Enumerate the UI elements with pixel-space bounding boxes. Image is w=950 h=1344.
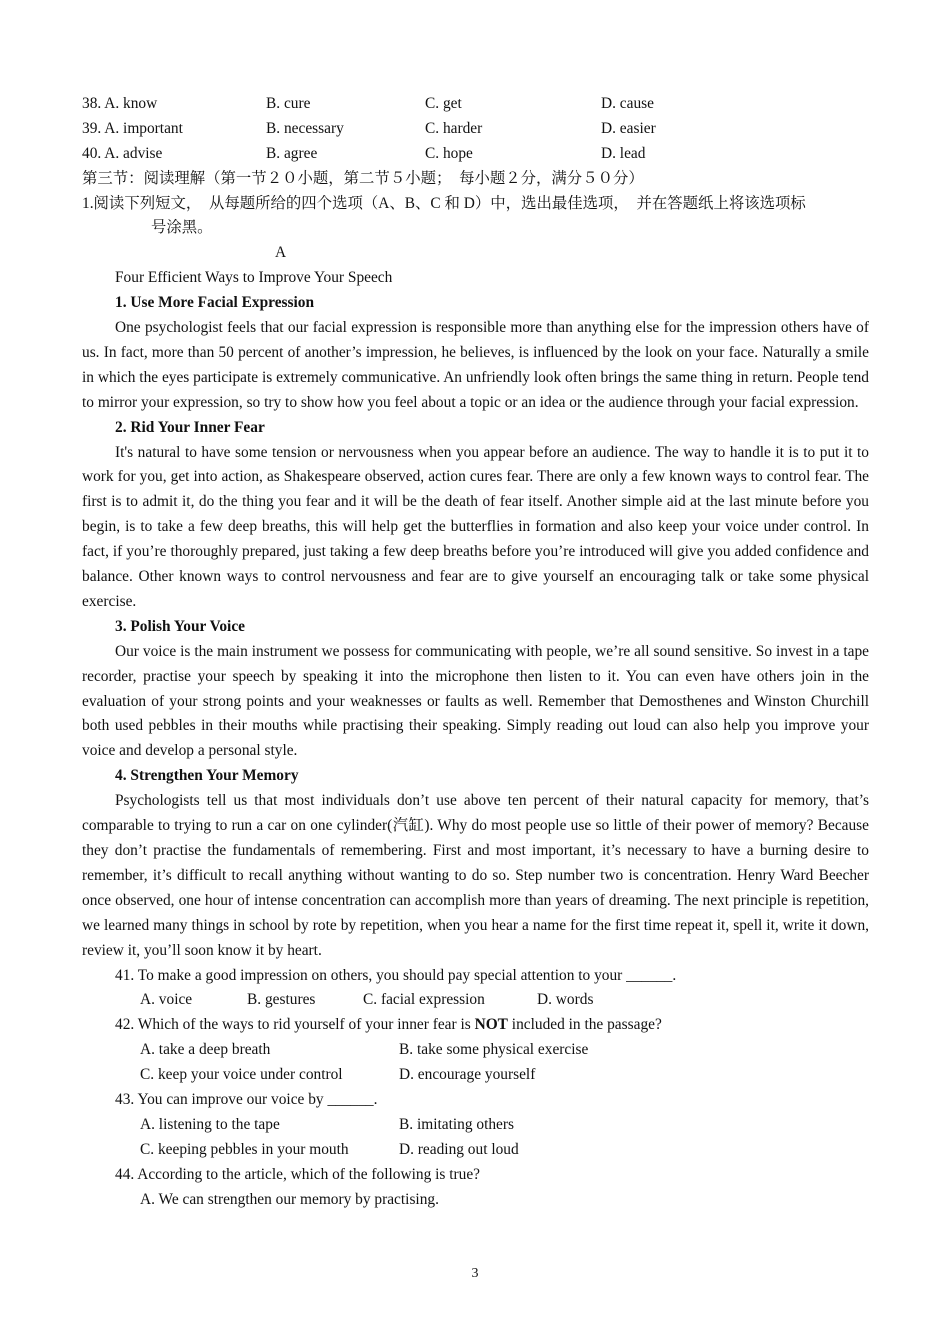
question-43-options-cd xyxy=(82,1138,869,1163)
option-c: C. keeping pebbles in your mouth xyxy=(140,1140,349,1158)
option-b: B. take some physical exercise xyxy=(399,1041,589,1059)
section-heading-3: 3. Polish Your Voice xyxy=(115,617,245,635)
option-c: C. get xyxy=(425,95,462,112)
section-text-4: Psychologists tell us that most individuals don’t use above ten percent of their natural capacity for memory, that’s comparable to trying to run a car on one cylinder(汽缸). Why do most people use so little of their power of memory? Because they don’t practise the fundamentals of remembering. First and most important, it’s necessary to have a burning desire to remember, it’s difficult to recall anything without wanting to do so. Step number two is concentration. Henry Ward Beecher once observed, one hour of intense concentration can accomplish more than years of dreaming. The next principle is repetition, we learned many things in school by rote by repetition, when you hear a name for the first time repeat it, spell it, write it down, review it, you’ll soon know it by heart. xyxy=(82,792,869,959)
option-b: B. agree xyxy=(266,144,318,162)
section-heading-4: 4. Strengthen Your Memory xyxy=(115,767,299,785)
option-d: D. easier xyxy=(601,119,656,137)
question-42-options-cd xyxy=(82,1063,869,1088)
option-d: D. cause xyxy=(601,95,654,112)
option-a: 39. A. important xyxy=(82,119,183,137)
section-heading-2: 2. Rid Your Inner Fear xyxy=(115,418,265,436)
question-38-options xyxy=(82,92,869,117)
question-43-options-ab xyxy=(82,1113,869,1138)
question-43-stem: 43. You can improve our voice by ______. xyxy=(115,1090,378,1108)
question-44-stem: 44. According to the article, which of the following is true? xyxy=(115,1165,481,1183)
option-b: B. gestures xyxy=(247,991,316,1009)
instruction-line-2: 号涂黑。 xyxy=(151,219,213,237)
option-c: C. harder xyxy=(425,119,483,137)
question-39-options xyxy=(82,117,869,142)
section-heading-1: 1. Use More Facial Expression xyxy=(115,294,315,312)
option-b: B. imitating others xyxy=(399,1115,514,1133)
option-b: B. necessary xyxy=(266,119,344,137)
question-44-options xyxy=(82,1188,869,1213)
option-d: D. encourage yourself xyxy=(399,1066,536,1084)
option-c: C. facial expression xyxy=(363,991,485,1009)
option-a: A. take a deep breath xyxy=(140,1041,271,1059)
option-a: 38. A. know xyxy=(82,95,158,112)
option-c: C. keep your voice under control xyxy=(140,1066,343,1084)
option-a: A. We can strengthen our memory by practising. xyxy=(140,1190,439,1208)
document-page xyxy=(82,92,869,1212)
question-42-stem: 42. Which of the ways to rid yourself of your inner fear is NOT included in the passage? xyxy=(115,1016,662,1034)
option-b: B. cure xyxy=(266,95,311,112)
option-d: D. words xyxy=(537,991,594,1009)
option-a: A. listening to the tape xyxy=(140,1115,280,1133)
question-42-options-ab xyxy=(82,1038,869,1063)
section-text-1: One psychologist feels that our facial expression is responsible more than anything else for the impression others have of us. In fact, more than 50 percent of another’s impression, he believes, is influenced by the look on your face. Naturally a smile in which the eyes participate is extremely communicative. An unfriendly look often brings the same thing in return. People tend to mirror your expression, so try to show how you feel about a topic or an idea or the audience through your facial expression. xyxy=(82,319,869,411)
section-text-3: Our voice is the main instrument we possess for communicating with people, we’re all sound sensitive. So invest in a tape recorder, practise your speech by speaking it into the microphone then listen to it. You can even have others join in the evaluation of your strong points and your weaknesses or faults as well. Remember that Demosthenes and Winston Churchill both used pebbles in their mouths while practising their speaking. Simply reading out loud can also help you improve your voice and develop a personal style. xyxy=(82,642,869,760)
section-text-2: It's natural to have some tension or nervousness when you appear before an audience. The way to handle it is to put it to work for you, get into action, as Shakespeare observed, action cures fear. There are only a few known ways to control fear. The first is to admit it, do the thing you fear and it will be the death of fear itself. Another simple aid at the last minute before you begin, is to take a few deep breaths, this will help get the butterflies in formation and also keep your voice under control. In fact, if you’re thoroughly prepared, just taking a few deep breaths before you’re introduced will give you added confidence and balance. Other known ways to control nervousness and fear are to give yourself an encouraging talk or take some physical exercise. xyxy=(82,443,869,610)
question-41-stem: 41. To make a good impression on others, you should pay special attention to your ______. xyxy=(115,966,677,984)
option-a: A. voice xyxy=(140,991,193,1009)
passage-title: Four Efficient Ways to Improve Your Speech xyxy=(115,269,393,287)
question-40-options xyxy=(82,142,869,167)
option-d: D. lead xyxy=(601,144,646,162)
option-a: 40. A. advise xyxy=(82,144,163,162)
option-d: D. reading out loud xyxy=(399,1140,519,1158)
section-header: 第三节：阅读理解（第一节２０小题，第二节５小题； 每小题２分，满分５０分） xyxy=(82,169,644,187)
passage-letter: A xyxy=(275,244,287,262)
page-number: 3 xyxy=(471,1266,479,1281)
option-c: C. hope xyxy=(425,144,473,162)
question-41-options xyxy=(82,988,869,1013)
instruction-line-1: 1.阅读下列短文， 从每题所给的四个选项（A、B、C 和 D）中，选出最佳选项， 并在答题纸上将该选项标 xyxy=(82,194,806,212)
